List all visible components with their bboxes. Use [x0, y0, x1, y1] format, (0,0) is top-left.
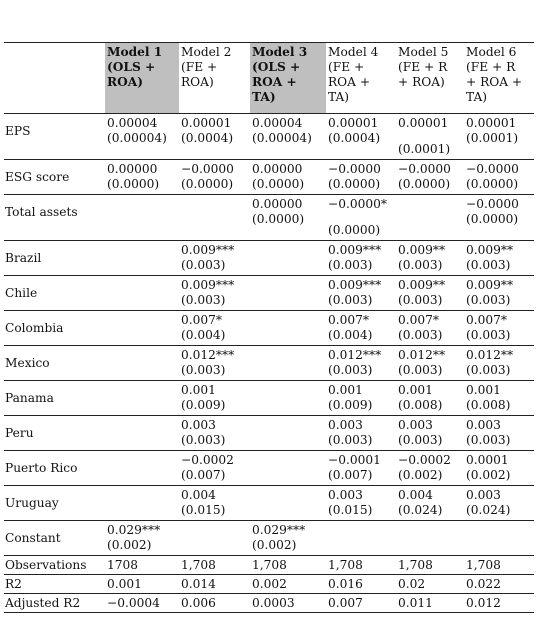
- coefficient-value: 0.009**: [398, 243, 446, 257]
- coefficient-value: 0.001: [107, 577, 142, 591]
- table-row: [4, 594, 534, 613]
- table-row: [4, 556, 534, 575]
- coefficient-value: −0.0000*: [328, 197, 387, 211]
- table-cell: [179, 311, 250, 346]
- coefficient-value: 0.009***: [181, 243, 235, 257]
- table-cell: [250, 160, 326, 195]
- table-row: [4, 276, 534, 311]
- standard-error-value: (0.0000): [252, 177, 305, 191]
- table-cell: [250, 114, 326, 160]
- header-line: Model 1: [107, 45, 163, 59]
- coefficient-value: 0.00004: [252, 116, 303, 130]
- table-cell: [105, 594, 179, 613]
- table-row: [4, 160, 534, 195]
- table-row: [4, 381, 534, 416]
- header-line: ROA +: [252, 75, 297, 89]
- coefficient-value: 1,708: [181, 558, 216, 572]
- coefficient-value: 0.029***: [252, 523, 306, 537]
- coefficient-value: −0.0002: [398, 453, 451, 467]
- table-cell: [464, 575, 534, 594]
- table-cell: [179, 346, 250, 381]
- row-label: Brazil: [4, 241, 105, 276]
- coefficient-value: 0.009***: [328, 243, 382, 257]
- standard-error-value: (0.008): [466, 398, 511, 412]
- standard-error-value: (0.0001): [466, 131, 519, 145]
- row-label: Panama: [4, 381, 105, 416]
- header-corner: [4, 43, 105, 114]
- table-row: [4, 521, 534, 556]
- coefficient-value: 0.00000: [252, 162, 303, 176]
- standard-error-value: (0.003): [466, 363, 511, 377]
- table-cell: [464, 311, 534, 346]
- table-cell: [179, 416, 250, 451]
- coefficient-value: 0.009**: [466, 278, 514, 292]
- coefficient-value: 0.003: [181, 418, 216, 432]
- table-cell: [105, 346, 179, 381]
- header-line: Model 2: [181, 45, 232, 59]
- row-label: Uruguay: [4, 486, 105, 521]
- table-cell: [464, 594, 534, 613]
- table-cell: [179, 160, 250, 195]
- table-cell: [326, 381, 396, 416]
- row-label: R2: [4, 575, 105, 594]
- table-cell: [396, 241, 464, 276]
- table-cell: [250, 195, 326, 241]
- standard-error-value: (0.003): [181, 363, 226, 377]
- table-cell: [326, 521, 396, 556]
- table-cell: [105, 486, 179, 521]
- standard-error-value: (0.0000): [398, 177, 451, 191]
- coefficient-value: 0.022: [466, 577, 501, 591]
- column-header-model-2: [179, 43, 250, 114]
- table-cell: [179, 381, 250, 416]
- coefficient-value: 0.003: [328, 418, 363, 432]
- table-cell: [326, 416, 396, 451]
- standard-error-value: (0.003): [398, 433, 443, 447]
- standard-error-value: (0.0000): [181, 177, 234, 191]
- table-cell: [105, 521, 179, 556]
- standard-error-value: (0.015): [328, 503, 373, 517]
- coefficient-value: 1,708: [328, 558, 363, 572]
- standard-error-value: (0.0000): [466, 177, 519, 191]
- table-cell: [250, 594, 326, 613]
- coefficient-value: 0.003: [466, 488, 501, 502]
- standard-error-value: (0.024): [466, 503, 511, 517]
- table-cell: [250, 346, 326, 381]
- coefficient-value: 0.00001: [181, 116, 232, 130]
- table-cell: [326, 195, 396, 241]
- table-cell: [326, 451, 396, 486]
- table-cell: [396, 346, 464, 381]
- coefficient-value: 1,708: [466, 558, 501, 572]
- table-cell: [326, 276, 396, 311]
- header-line: (OLS +: [252, 60, 301, 74]
- table-cell: [179, 521, 250, 556]
- coefficient-value: 0.007*: [181, 313, 222, 327]
- table-cell: [179, 575, 250, 594]
- table-body: [4, 43, 534, 613]
- row-label: Observations: [4, 556, 105, 575]
- standard-error-value: (0.003): [328, 433, 373, 447]
- header-line: + ROA +: [466, 75, 523, 89]
- standard-error-value: (0.009): [328, 398, 373, 412]
- table-cell: [396, 195, 464, 241]
- table-cell: [464, 451, 534, 486]
- row-label: Peru: [4, 416, 105, 451]
- standard-error-value: (0.0000): [252, 212, 305, 226]
- table-cell: [396, 276, 464, 311]
- table-cell: [396, 451, 464, 486]
- table-cell: [105, 556, 179, 575]
- table-cell: [464, 346, 534, 381]
- standard-error-value: (0.003): [328, 258, 373, 272]
- table-cell: [464, 556, 534, 575]
- table-cell: [250, 241, 326, 276]
- table-cell: [105, 160, 179, 195]
- header-line: TA): [252, 90, 276, 104]
- row-label: EPS: [4, 114, 105, 160]
- table-cell: [396, 311, 464, 346]
- coefficient-value: −0.0000: [181, 162, 234, 176]
- coefficient-value: 0.007*: [398, 313, 439, 327]
- standard-error-value: (0.002): [107, 538, 152, 552]
- coefficient-value: −0.0001: [328, 453, 381, 467]
- table-cell: [396, 416, 464, 451]
- table-cell: [326, 241, 396, 276]
- table-row: [4, 346, 534, 381]
- coefficient-value: 0.00000: [252, 197, 303, 211]
- coefficient-value: 1,708: [252, 558, 287, 572]
- table-cell: [326, 575, 396, 594]
- coefficient-value: −0.0000: [328, 162, 381, 176]
- column-header-model-5: [396, 43, 464, 114]
- table-cell: [250, 451, 326, 486]
- coefficient-value: 0.007*: [466, 313, 507, 327]
- standard-error-value: (0.003): [398, 293, 443, 307]
- table-cell: [464, 276, 534, 311]
- standard-error-value: (0.004): [181, 328, 226, 342]
- table-cell: [396, 486, 464, 521]
- coefficient-value: 1708: [107, 558, 139, 572]
- coefficient-value: 0.00004: [107, 116, 158, 130]
- header-line: Model 3: [252, 45, 308, 59]
- table-cell: [179, 114, 250, 160]
- regression-results-table: [4, 42, 534, 613]
- table-cell: [326, 594, 396, 613]
- standard-error-value: (0.0001): [398, 142, 451, 156]
- standard-error-value: (0.003): [328, 363, 373, 377]
- standard-error-value: (0.003): [398, 258, 443, 272]
- coefficient-value: 0.004: [398, 488, 433, 502]
- coefficient-value: 0.009**: [398, 278, 446, 292]
- standard-error-value: (0.003): [328, 293, 373, 307]
- coefficient-value: 0.012**: [398, 348, 446, 362]
- table-cell: [179, 276, 250, 311]
- coefficient-value: −0.0002: [181, 453, 234, 467]
- table-cell: [464, 114, 534, 160]
- standard-error-value: (0.015): [181, 503, 226, 517]
- coefficient-value: 0.014: [181, 577, 216, 591]
- standard-error-value: (0.002): [252, 538, 297, 552]
- standard-error-value: (0.0000): [107, 177, 160, 191]
- header-line: Model 5: [398, 45, 449, 59]
- table-cell: [250, 381, 326, 416]
- row-label: Chile: [4, 276, 105, 311]
- coefficient-value: 0.012***: [328, 348, 382, 362]
- column-header-model-3: [250, 43, 326, 114]
- table-cell: [396, 575, 464, 594]
- coefficient-value: 0.003: [328, 488, 363, 502]
- coefficient-value: −0.0000: [398, 162, 451, 176]
- coefficient-value: 0.003: [398, 418, 433, 432]
- table-cell: [105, 114, 179, 160]
- header-line: TA): [328, 90, 350, 104]
- table-cell: [396, 160, 464, 195]
- table-cell: [326, 311, 396, 346]
- table-cell: [179, 195, 250, 241]
- cell-spacer: [328, 212, 394, 223]
- table-cell: [464, 381, 534, 416]
- table-cell: [105, 416, 179, 451]
- table-cell: [250, 311, 326, 346]
- table-cell: [179, 594, 250, 613]
- row-label: Colombia: [4, 311, 105, 346]
- table-row: [4, 486, 534, 521]
- row-label: ESG score: [4, 160, 105, 195]
- table-row: [4, 114, 534, 160]
- table-cell: [105, 195, 179, 241]
- coefficient-value: 0.012**: [466, 348, 514, 362]
- standard-error-value: (0.003): [466, 258, 511, 272]
- table-cell: [105, 451, 179, 486]
- table-cell: [105, 381, 179, 416]
- standard-error-value: (0.0000): [328, 223, 381, 237]
- table-cell: [105, 311, 179, 346]
- coefficient-value: 0.002: [252, 577, 287, 591]
- coefficient-value: 0.012***: [181, 348, 235, 362]
- standard-error-value: (0.004): [328, 328, 373, 342]
- coefficient-value: −0.0000: [466, 162, 519, 176]
- column-header-model-1: [105, 43, 179, 114]
- standard-error-value: (0.003): [398, 363, 443, 377]
- table-row: [4, 241, 534, 276]
- table-cell: [326, 114, 396, 160]
- standard-error-value: (0.007): [328, 468, 373, 482]
- standard-error-value: (0.0000): [328, 177, 381, 191]
- header-line: (FE +: [181, 60, 218, 74]
- coefficient-value: 0.00001: [398, 116, 449, 130]
- standard-error-value: (0.003): [466, 328, 511, 342]
- standard-error-value: (0.003): [181, 433, 226, 447]
- coefficient-value: 0.009***: [181, 278, 235, 292]
- standard-error-value: (0.003): [181, 258, 226, 272]
- table-cell: [105, 276, 179, 311]
- table-cell: [464, 241, 534, 276]
- table-row: [4, 451, 534, 486]
- row-label: Total assets: [4, 195, 105, 241]
- coefficient-value: 0.007: [328, 596, 363, 610]
- coefficient-value: 0.009***: [328, 278, 382, 292]
- table-cell: [464, 521, 534, 556]
- standard-error-value: (0.024): [398, 503, 443, 517]
- coefficient-value: 0.006: [181, 596, 216, 610]
- header-line: ROA): [181, 75, 214, 89]
- row-label: Adjusted R2: [4, 594, 105, 613]
- coefficient-value: 0.011: [398, 596, 433, 610]
- table-cell: [464, 416, 534, 451]
- standard-error-value: (0.003): [398, 328, 443, 342]
- header-line: + ROA): [398, 75, 445, 89]
- coefficient-value: 0.004: [181, 488, 216, 502]
- row-label: Puerto Rico: [4, 451, 105, 486]
- standard-error-value: (0.00004): [107, 131, 167, 145]
- coefficient-value: 0.029***: [107, 523, 161, 537]
- standard-error-value: (0.00004): [252, 131, 312, 145]
- standard-error-value: (0.003): [466, 433, 511, 447]
- table-cell: [250, 276, 326, 311]
- row-label: Mexico: [4, 346, 105, 381]
- row-label: Constant: [4, 521, 105, 556]
- table-cell: [105, 241, 179, 276]
- table-cell: [179, 451, 250, 486]
- column-header-model-4: [326, 43, 396, 114]
- table-cell: [396, 114, 464, 160]
- table-row: [4, 575, 534, 594]
- standard-error-value: (0.002): [398, 468, 443, 482]
- coefficient-value: 0.003: [466, 418, 501, 432]
- header-line: Model 6: [466, 45, 517, 59]
- coefficient-value: 0.0003: [252, 596, 295, 610]
- table-cell: [105, 575, 179, 594]
- header-line: (FE + R: [466, 60, 516, 74]
- table-cell: [250, 575, 326, 594]
- table-cell: [464, 486, 534, 521]
- table-cell: [396, 556, 464, 575]
- standard-error-value: (0.0004): [181, 131, 234, 145]
- table-cell: [326, 486, 396, 521]
- standard-error-value: (0.002): [466, 468, 511, 482]
- table-cell: [250, 521, 326, 556]
- table-cell: [396, 381, 464, 416]
- coefficient-value: −0.0000: [466, 197, 519, 211]
- table-row: [4, 311, 534, 346]
- table-row: [4, 416, 534, 451]
- coefficient-value: 0.00000: [107, 162, 158, 176]
- standard-error-value: (0.008): [398, 398, 443, 412]
- standard-error-value: (0.0004): [328, 131, 381, 145]
- table-cell: [326, 556, 396, 575]
- coefficient-value: 0.012: [466, 596, 501, 610]
- table-cell: [250, 416, 326, 451]
- header-line: (OLS +: [107, 60, 156, 74]
- table-cell: [396, 594, 464, 613]
- table-cell: [179, 241, 250, 276]
- table-cell: [464, 195, 534, 241]
- header-row: [4, 43, 534, 114]
- header-line: (FE +: [328, 60, 365, 74]
- standard-error-value: (0.009): [181, 398, 226, 412]
- table-cell: [179, 556, 250, 575]
- header-line: (FE + R: [398, 60, 448, 74]
- standard-error-value: (0.007): [181, 468, 226, 482]
- table-cell: [250, 556, 326, 575]
- coefficient-value: 0.007*: [328, 313, 369, 327]
- table-cell: [326, 160, 396, 195]
- table-cell: [326, 346, 396, 381]
- coefficient-value: 0.009**: [466, 243, 514, 257]
- header-line: TA): [466, 90, 488, 104]
- header-line: ROA +: [328, 75, 371, 89]
- standard-error-value: (0.003): [466, 293, 511, 307]
- table-cell: [179, 486, 250, 521]
- coefficient-value: 0.001: [466, 383, 501, 397]
- header-line: Model 4: [328, 45, 379, 59]
- coefficient-value: 0.001: [328, 383, 363, 397]
- coefficient-value: −0.0004: [107, 596, 160, 610]
- table-row: [4, 195, 534, 241]
- cell-spacer: [398, 131, 462, 142]
- header-line: ROA): [107, 75, 143, 89]
- coefficient-value: 0.02: [398, 577, 426, 591]
- coefficient-value: 0.001: [181, 383, 216, 397]
- standard-error-value: (0.0000): [466, 212, 519, 226]
- coefficient-value: 0.00001: [466, 116, 517, 130]
- coefficient-value: 0.0001: [466, 453, 509, 467]
- coefficient-value: 0.00001: [328, 116, 379, 130]
- table-cell: [396, 521, 464, 556]
- table-cell: [250, 486, 326, 521]
- column-header-model-6: [464, 43, 534, 114]
- standard-error-value: (0.003): [181, 293, 226, 307]
- table-cell: [464, 160, 534, 195]
- coefficient-value: 1,708: [398, 558, 433, 572]
- coefficient-value: 0.016: [328, 577, 363, 591]
- coefficient-value: 0.001: [398, 383, 433, 397]
